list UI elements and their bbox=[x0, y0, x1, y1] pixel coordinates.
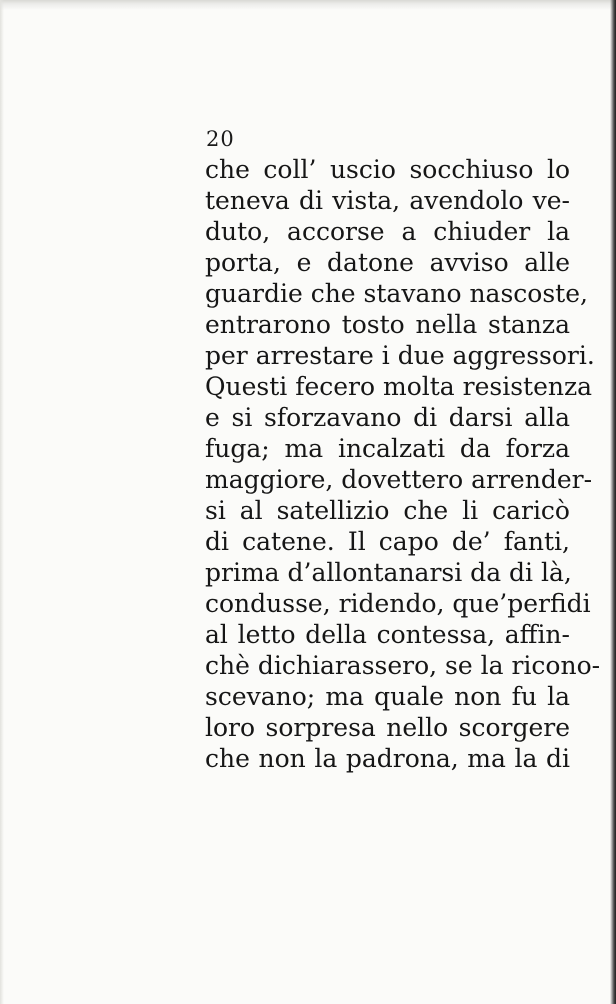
text-line: che non la padrona, ma la di bbox=[205, 744, 570, 773]
text-line: entrarono tosto nella stanza bbox=[205, 310, 570, 339]
text-line: si al satellizio che li caricò bbox=[205, 496, 570, 525]
text-line: chè dichiarassero, se la ricono- bbox=[205, 651, 601, 680]
page-right-edge-shadow bbox=[610, 0, 616, 1004]
text-line: per arrestare i due aggressori. bbox=[205, 341, 595, 370]
text-line: porta, e datone avviso alle bbox=[205, 248, 570, 277]
page-left-edge bbox=[0, 0, 4, 1004]
text-line: di catene. Il capo de’ fanti, bbox=[205, 527, 570, 556]
text-line: duto, accorse a chiuder la bbox=[205, 217, 570, 246]
page-number: 20 bbox=[206, 127, 235, 151]
text-line: condusse, ridendo, que’perfidi bbox=[205, 589, 591, 618]
text-line: prima d’allontanarsi da di là, bbox=[205, 558, 572, 587]
text-line: Questi fecero molta resistenza bbox=[205, 372, 593, 401]
text-line: fuga; ma incalzati da forza bbox=[205, 434, 570, 463]
text-line: che coll’ uscio socchiuso lo bbox=[205, 155, 570, 184]
text-line: scevano; ma quale non fu la bbox=[205, 682, 570, 711]
text-line: al letto della contessa, affin- bbox=[205, 620, 570, 649]
text-line: e si sforzavano di darsi alla bbox=[205, 403, 570, 432]
page-top-edge-shadow bbox=[0, 0, 616, 10]
text-line: teneva di vista, avendolo ve- bbox=[205, 186, 570, 215]
text-line: maggiore, dovettero arrender- bbox=[205, 465, 593, 494]
text-line: guardie che stavano nascoste, bbox=[205, 279, 588, 308]
body-text bbox=[205, 154, 601, 774]
text-line: loro sorpresa nello scorgere bbox=[205, 713, 570, 742]
